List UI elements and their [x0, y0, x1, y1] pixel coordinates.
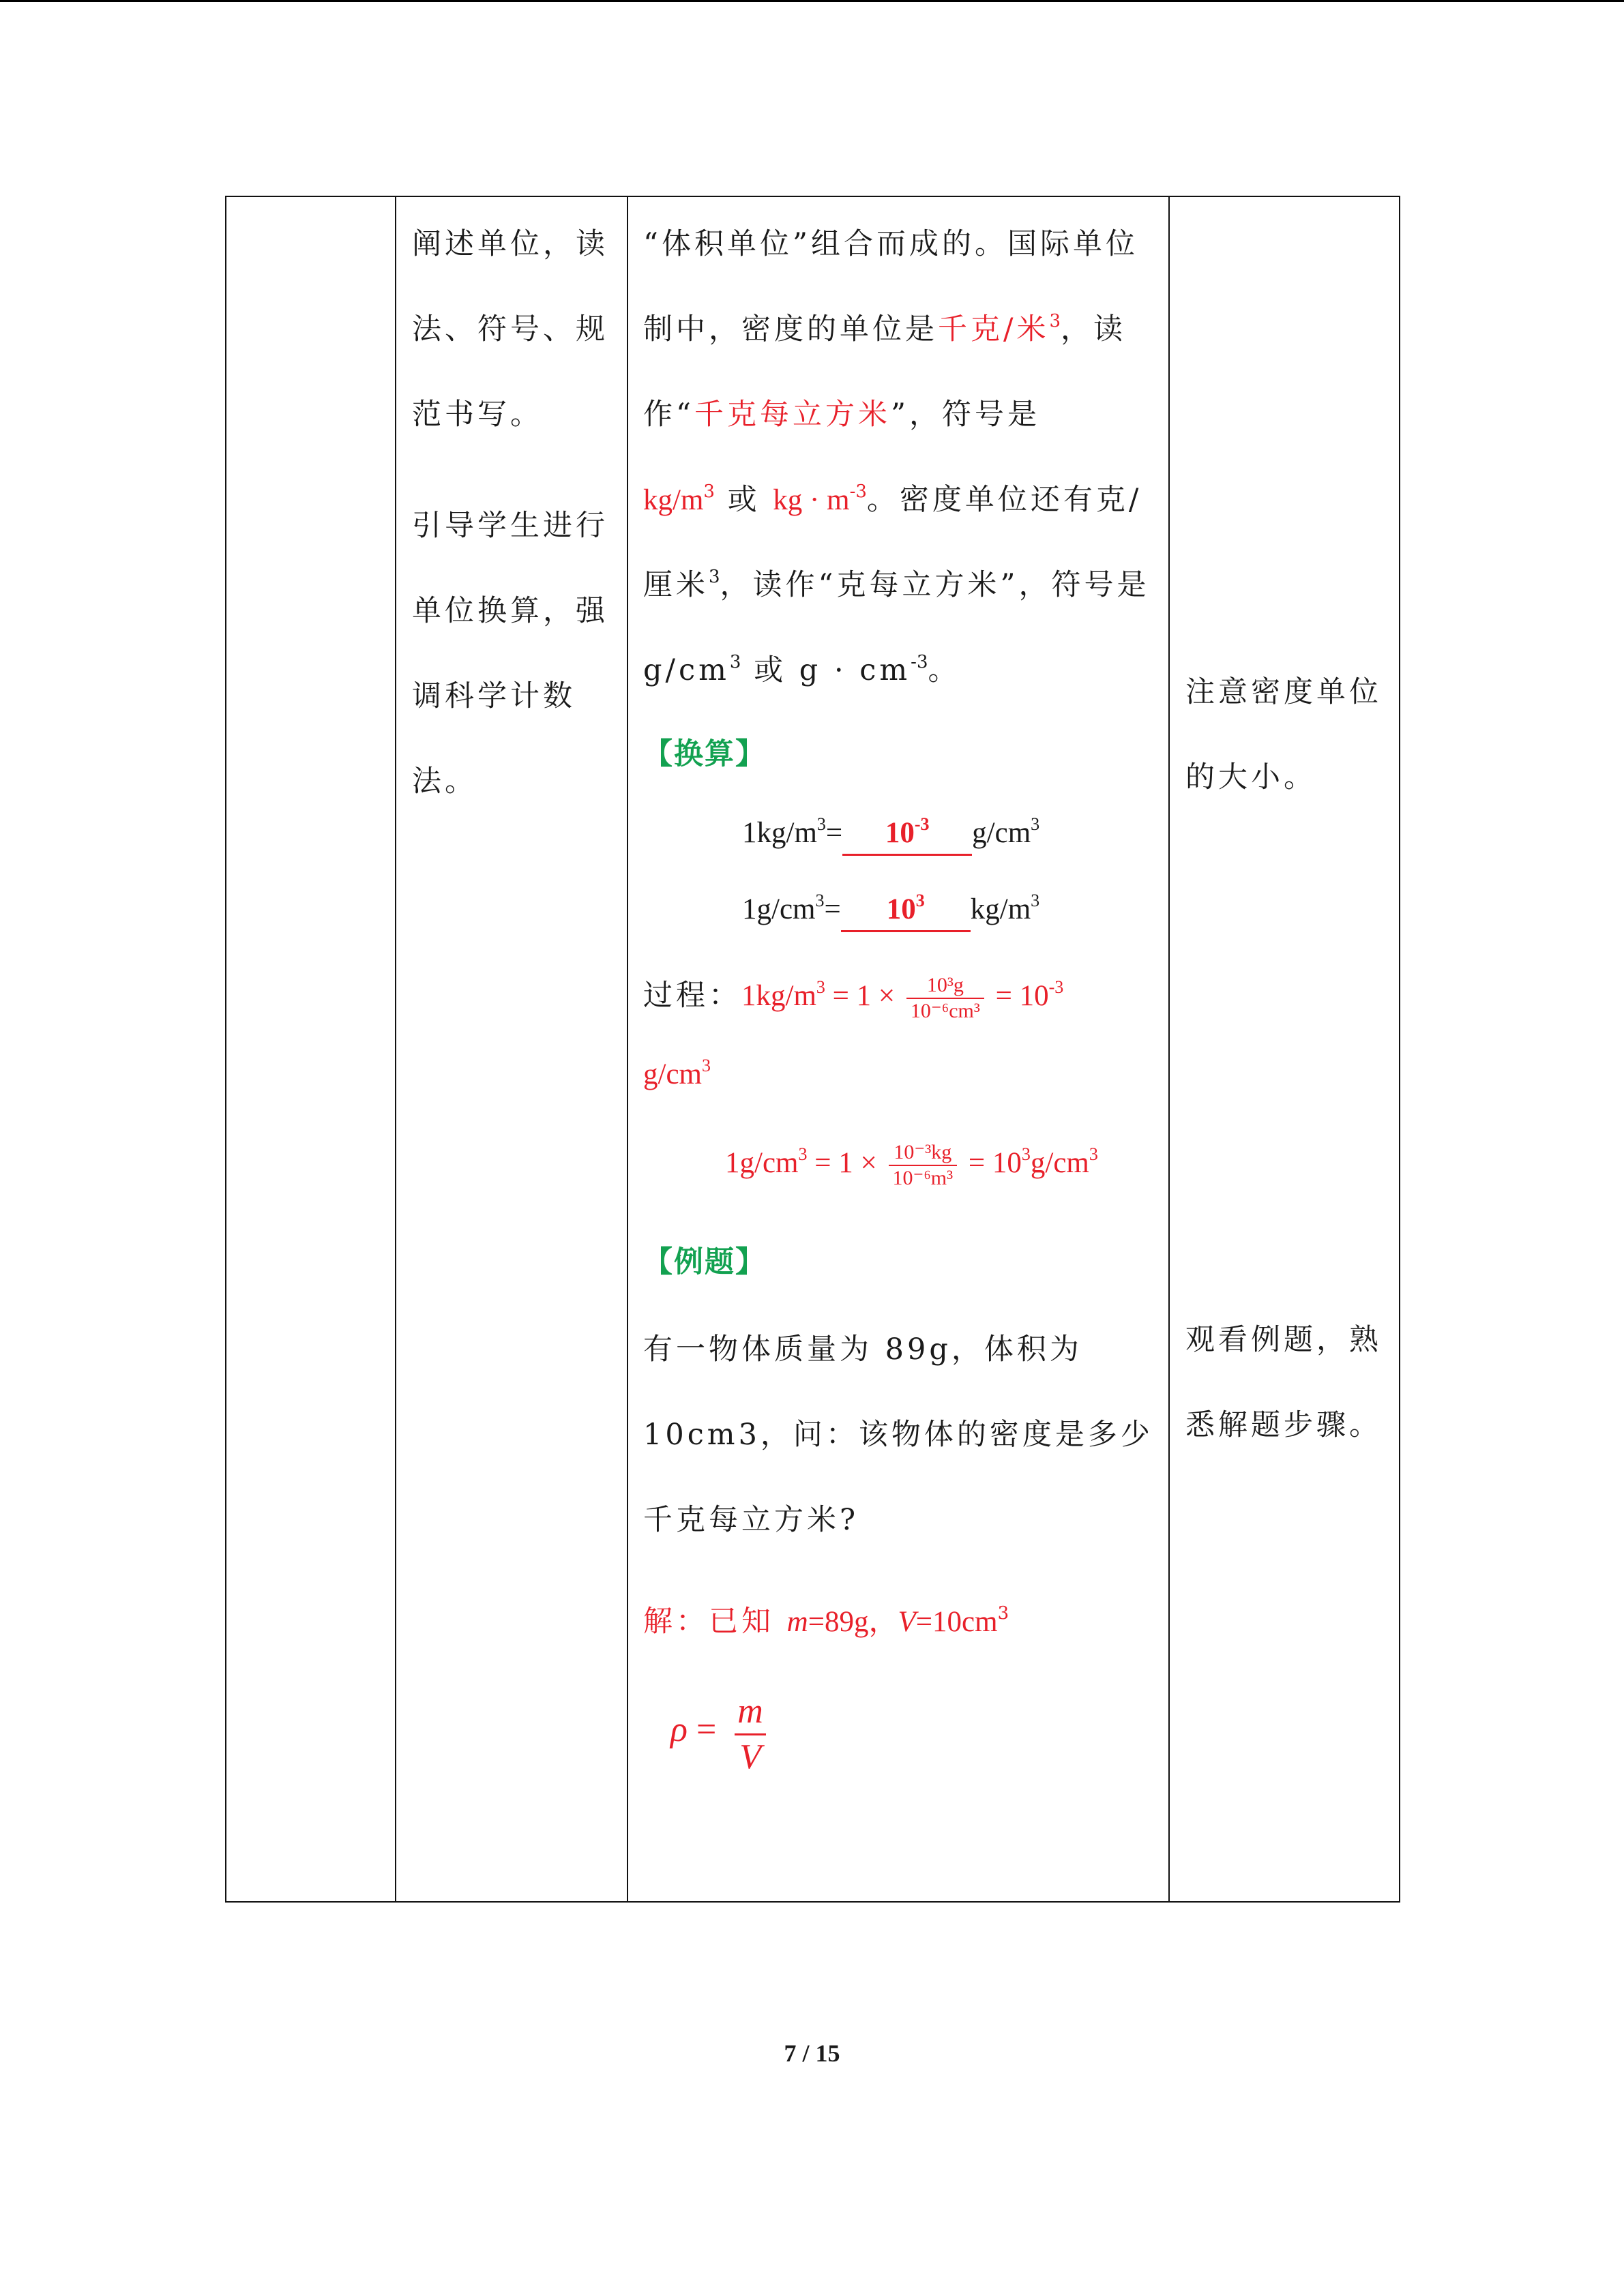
solution-given: 解：已知 m=89g，$V=10cm^3$ — [643, 1603, 1009, 1639]
example-heading: 【例题】 — [643, 1245, 766, 1279]
teacher-activity-text: 阐述单位，读法、符号、规范书写。 — [412, 227, 608, 432]
student-activity-column — [1185, 650, 1390, 820]
teacher-activity-text: 引导学生进行单位换算，强调科学计数法。 — [412, 509, 608, 799]
column-divider-3 — [1168, 196, 1170, 1903]
example-problem: 有一物体质量为 89g，体积为 10cm3，问：该物体的密度是多少千克每立方米? — [643, 1332, 1153, 1537]
process-line-1-unit: $g/cm^3$ — [643, 1056, 711, 1090]
unit-symbol-2: kg · m — [773, 484, 850, 516]
column-divider-2 — [627, 196, 628, 1903]
page-top-border — [0, 0, 1624, 2]
fraction: $\frac{\text{10³g}}{\text{10⁻⁶cm³}}$ — [906, 973, 984, 1024]
fraction: $\frac{m}{V}$ — [735, 1690, 766, 1779]
si-unit: 千克/米 — [938, 312, 1050, 346]
conversion-line-1: $1kg/m^3= 10^{-3}$ $g/cm^3$ — [643, 795, 1162, 871]
student-note: 观看例题，熟悉解题步骤。 — [1185, 1323, 1382, 1442]
student-activity-column — [1185, 1298, 1390, 1468]
student-note: 注意密度单位的大小。 — [1185, 675, 1382, 794]
unit-intro-paragraph: “体积单位”组合而成的。国际单位制中，密度的单位是千克/米$^3$，读作“千克每立方米”，符号是 $kg/m^3$ 或 kg · $m^{-3}$。密度单位还有克/厘米$^3$，读作“克每立方米”，符号是 $g/cm^3$ 或 $g \cdot cm^{-3}$。 — [643, 227, 1150, 687]
process-line-2: $1g/cm^3 = 1$ × $\frac{\text{10⁻³kg}}{\text{10⁻⁶m³}}$ = $10^3g/cm^3$ — [725, 1141, 1098, 1190]
conversion-answer-1: $10^{-3}$ — [842, 813, 972, 856]
unit-symbol-1: kg/m — [643, 484, 704, 516]
page-number: 7 / 15 — [784, 2040, 840, 2067]
column-divider-1 — [395, 196, 396, 1903]
si-unit-reading: 千克每立方米 — [694, 398, 891, 432]
fraction: $\frac{\text{10⁻³kg}}{\text{10⁻⁶m³}}$ — [889, 1140, 958, 1191]
conversion-heading: 【换算】 — [643, 737, 766, 771]
conversion-answer-2: $10^3$ — [841, 889, 971, 932]
lesson-content-column — [643, 202, 1162, 1793]
density-formula: ρ = $\frac{m}{V}$ — [643, 1669, 1162, 1793]
teacher-activity-column — [412, 202, 615, 824]
conversion-line-2: $1g/cm^3= 10^3$ $kg/m^3$ — [643, 871, 1162, 948]
process-line-1: 过程：$1kg/m^3 = 1$ × $\frac{\text{10³g}}{\text{10⁻⁶cm³}}$ = $10^{-3}$ — [643, 974, 1064, 1023]
